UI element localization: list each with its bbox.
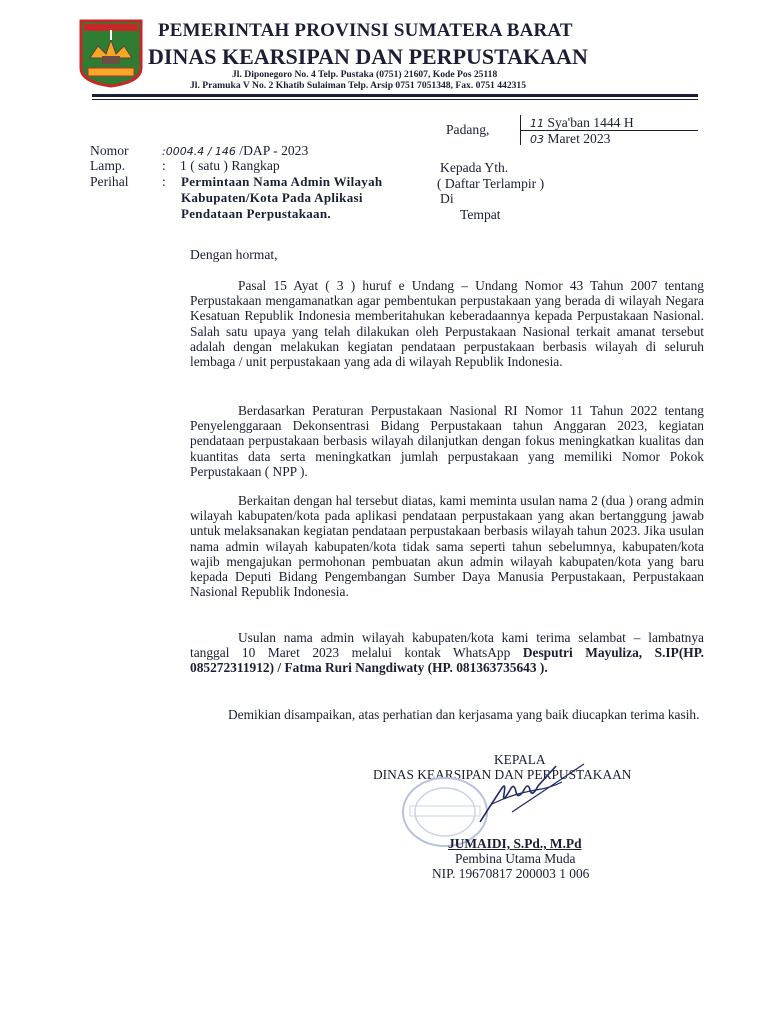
closing-paragraph	[190, 707, 704, 722]
perihal-line-3: Pendataan Perpustakaan.	[181, 206, 331, 221]
perihal-line-1: Permintaan Nama Admin Wilayah	[181, 174, 383, 189]
address-line-2: Jl. Pramuka V No. 2 Khatib Sulaiman Telp. Arsip 0751 7051348, Fax. 0751 442315	[190, 80, 527, 91]
lamp-colon: :	[162, 158, 166, 173]
recipient-greeting: Kepada Yth.	[440, 160, 509, 175]
hijri-day: 11	[530, 117, 544, 130]
paragraph-2	[190, 403, 704, 479]
paragraph-1-text: Pasal 15 Ayat ( 3 ) huruf e Undang – Undang Nomor 43 Tahun 2007 tentang Perpustakaan mengamanatkan agar pembentukan perpustakaan yang berada di wilayah Negara Kesatuan Republik Indonesia memberitahukan keberadaannya kepada Perpustakaan Nasional. Salah satu upaya yang telah dilakukan oleh Perpustakaan Nasional terkait amanat tersebut adalah dengan melakukan kegiatan pendataan perpustakaan berbasis wilayah di seluruh lembaga / unit perpustakaan yang ada di wilayah Republik Indonesia.	[190, 278, 704, 370]
paragraph-4-text: Usulan nama admin wilayah kabupaten/kota kami terima selambat – lambatnya tanggal 10 Maret 2023 melalui kontak WhatsApp	[190, 630, 704, 661]
closing-text: Demikian disampaikan, atas perhatian dan kerjasama yang baik diucapkan terima kasih.	[228, 707, 700, 722]
nomor-suffix: /DAP - 2023	[239, 143, 309, 158]
signatory-nip: NIP. 19670817 200003 1 006	[432, 866, 590, 881]
paragraph-3-text: Berkaitan dengan hal tersebut diatas, kami meminta usulan nama 2 (dua ) orang admin wilayah kabupaten/kota pada aplikasi pendataan perpustakaan yang akan bertanggung jawab untuk melaksanakan kegiatan pendataan perpustakaan berbasis wilayah tahun 2023. Jika usulan nama admin wilayah kabupaten/kota tidak sama seperti tahun sebelumnya, kabupaten/kota wajib mengajukan permohonan pembuatan akun admin wilayah kabupaten/kota yang baru kepada Deputi Bidang Pengembangan Sumber Daya Manusia Perpustakaan, Perpustakaan Nasional Republik Indonesia.	[190, 493, 704, 600]
address-line-1: Jl. Diponegoro No. 4 Telp. Pustaka (0751) 21607, Kode Pos 25118	[232, 69, 498, 80]
letterhead-divider-thin	[92, 99, 698, 100]
nomor-value	[162, 143, 308, 159]
perihal-line-2: Kabupaten/Kota Pada Aplikasi	[181, 190, 363, 205]
government-title: PEMERINTAH PROVINSI SUMATERA BARAT	[158, 20, 573, 41]
place: Padang,	[446, 122, 490, 137]
letterhead-divider	[92, 94, 698, 97]
hijri-date	[530, 115, 634, 131]
office-title: DINAS KEARSIPAN DAN PERPUSTAKAAN	[148, 44, 588, 69]
signatory-name: JUMAIDI, S.Pd., M.Pd	[448, 836, 582, 851]
logo-icon	[78, 18, 144, 88]
contact-persons: Desputri Mayuliza, S.IP(HP. 085272311912) / Fatma Ruri Nangdiwaty (HP. 081363735643 ).	[190, 645, 704, 676]
perihal-label: Perihal	[90, 174, 129, 189]
signatory-rank: Pembina Utama Muda	[455, 851, 576, 866]
gregorian-day: 03	[530, 133, 544, 146]
nomor-handwritten: :0004.4 / 146	[162, 145, 236, 158]
paragraph-3	[190, 493, 704, 599]
salutation: Dengan hormat,	[190, 247, 278, 262]
recipient-di: Di	[440, 191, 454, 206]
gregorian-month-year: Maret 2023	[547, 131, 611, 146]
signature-icon	[472, 760, 602, 840]
perihal-colon: :	[162, 174, 166, 189]
nomor-label: Nomor	[90, 143, 129, 158]
recipient-list: ( Daftar Terlampir )	[437, 176, 545, 191]
signatory-office: DINAS KEARSIPAN DAN PERPUSTAKAAN	[373, 767, 632, 782]
gregorian-date	[530, 131, 610, 147]
paragraph-4	[190, 630, 704, 676]
paragraph-2-text: Berdasarkan Peraturan Perpustakaan Nasional RI Nomor 11 Tahun 2022 tentang Penyelenggaraan Dekonsentrasi Bidang Perpustakaan tahun Anggaran 2023, kegiatan pendataan perpustakaan berbasis wilayah dilanjutkan dengan fokus meningkatkan kualitas dan kuantitas data serta meningkatkan jumlah perpustakaan yang memiliki Nomor Pokok Perpustakaan ( NPP ).	[190, 403, 704, 479]
paragraph-1	[190, 278, 704, 369]
recipient-place: Tempat	[460, 207, 501, 222]
lamp-value: 1 ( satu ) Rangkap	[180, 158, 280, 173]
hijri-month-year: Sya'ban 1444 H	[547, 115, 634, 130]
signatory-title: KEPALA	[494, 752, 546, 767]
lamp-label: Lamp.	[90, 158, 126, 173]
